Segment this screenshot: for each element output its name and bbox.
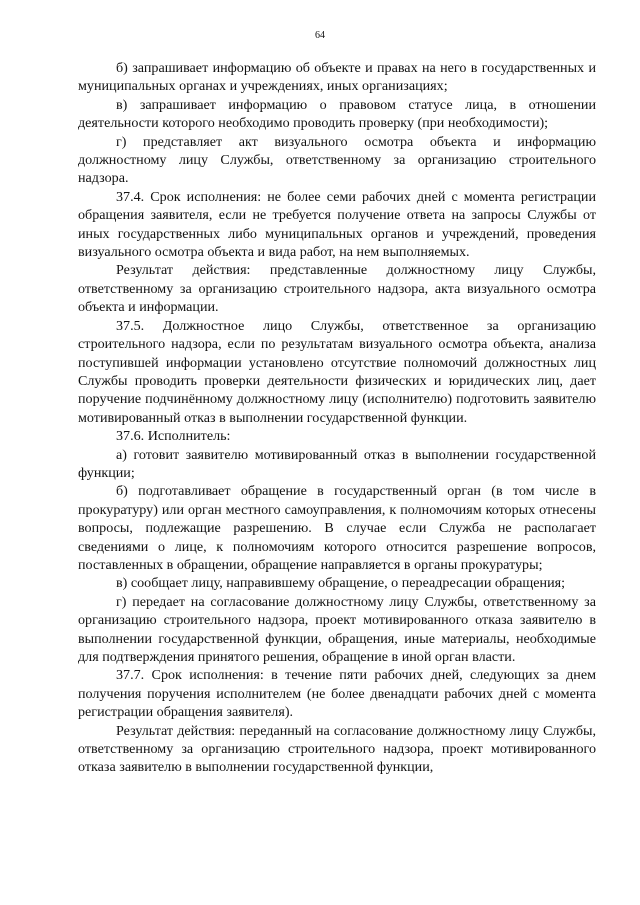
paragraph-37-6-a: а) готовит заявителю мотивированный отказ в выполнении государственной функции;	[78, 446, 596, 481]
paragraph-result-2: Результат действия: переданный на согласование должностному лицу Службы, ответственному за организацию строительного надзора, проект мотивированного отказа заявителю в выполнении государственной функции,	[78, 722, 596, 776]
paragraph-37-5: 37.5. Должностное лицо Службы, ответственное за организацию строительного надзора, если по результатам визуального осмотра объекта, анализа поступившей информации установлено отсутствие полномочий должностных лиц Службы проводить проверки деятельности физических и юридических лиц, дает поручение подчинённому должностному лицу (исполнителю) подготовить заявителю мотивированный отказ в выполнении государственной функции.	[78, 317, 596, 426]
paragraph-37-6-b: б) подготавливает обращение в государственный орган (в том числе в прокуратуру) или орган местного самоуправления, к полномочиям которых отнесены вопросы, подлежащие разрешению. В случае если Служба не располагает сведениями о лице, к полномочиям которого относится разрешение вопросов, поставленных в обращении, обращение направляется в органы прокуратуры;	[78, 483, 596, 573]
document-body	[78, 59, 596, 777]
paragraph-result-1: Результат действия: представленные должностному лицу Службы, ответственному за организацию строительного надзора, акта визуального осмотра объекта и информации.	[78, 262, 596, 316]
paragraph-37-7: 37.7. Срок исполнения: в течение пяти рабочих дней, следующих за днем получения поручения исполнителем (не более двенадцати рабочих дней с момента регистрации обращения заявителя).	[78, 667, 596, 721]
paragraph-2-v: в) запрашивает информацию о правовом статусе лица, в отношении деятельности которого необходимо проводить проверку (при необходимости);	[78, 96, 596, 132]
page-number: 64	[315, 30, 325, 41]
paragraph-37-6-g: г) передает на согласование должностному лицу Службы, ответственному за организацию строительного надзора, проект мотивированного отказа заявителю в выполнении государственной функции, обращения, иные материалы, необходимые для подтверждения принятого решения, обращение в иной орган власти.	[78, 593, 596, 665]
paragraph-37-4: 37.4. Срок исполнения: не более семи рабочих дней с момента регистрации обращения заявителя, если не требуется получение ответа на запросы Службы от иных государственных либо муниципальных органов и учреждений, проведения визуального осмотра объекта и вида работ, на нем выполняемых.	[78, 188, 596, 261]
paragraph-3-g: г) представляет акт визуального осмотра объекта и информацию должностному лицу Службы, ответственному за организацию строительного надзора.	[78, 133, 596, 187]
paragraph-37-6-v: в) сообщает лицу, направившему обращение, о переадресации обращения;	[116, 575, 566, 592]
paragraph-1-b: б) запрашивает информацию об объекте и правах на него в государственных и муниципальных органах и учреждениях, иных организациях;	[78, 60, 596, 95]
paragraph-37-6: 37.6. Исполнитель:	[116, 428, 231, 445]
